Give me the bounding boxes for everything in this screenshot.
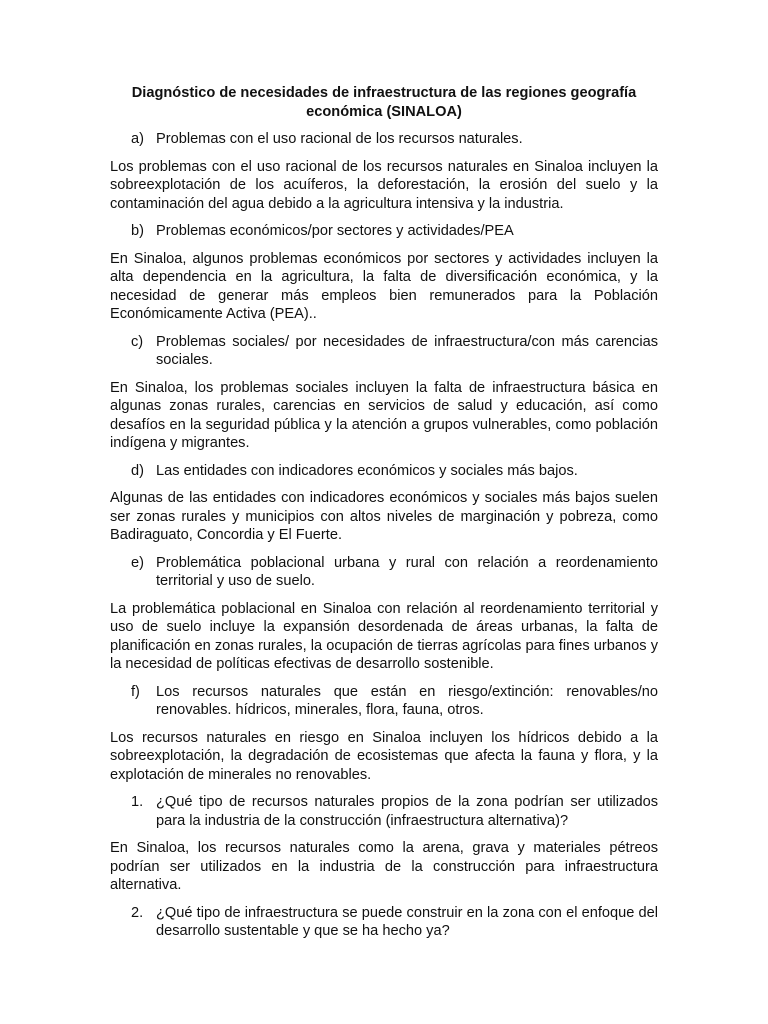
question-1-heading — [110, 793, 658, 830]
list-marker: d) — [131, 462, 144, 479]
heading-text: Problemática poblacional urbana y rural con relación a reordenamiento territorial y uso de suelo. — [156, 554, 658, 589]
question-2-heading — [110, 904, 658, 941]
section-b-heading — [110, 222, 658, 241]
section-a-body: Los problemas con el uso racional de los recursos naturales en Sinaloa incluyen la sobreexplotación de los acuíferos, la deforestación, la erosión del suelo y la contaminación del agua debido a la agricultura intensiva y la industria. — [110, 158, 658, 212]
heading-text: Problemas económicos/por sectores y actividades/PEA — [156, 223, 514, 239]
heading-text: Los recursos naturales que están en riesgo/extinción: renovables/no renovables. hídricos, minerales, flora, fauna, otros. — [156, 683, 658, 718]
section-e-body: La problemática poblacional en Sinaloa con relación al reordenamiento territorial y uso de suelo incluye la expansión desordenada de áreas urbanas, la falta de planificación en zonas rurales, la ocupación de tierras agrícolas para fines urbanos y la necesidad de políticas efectivas de desarrollo sostenible. — [110, 600, 658, 672]
heading-text: Las entidades con indicadores económicos y sociales más bajos. — [156, 462, 578, 479]
list-marker: 2. — [131, 904, 144, 921]
section-e-heading — [110, 554, 658, 591]
heading-text: Problemas con el uso racional de los recursos naturales. — [156, 131, 523, 147]
section-c-body: En Sinaloa, los problemas sociales incluyen la falta de infraestructura básica en algunas zonas rurales, carencias en servicios de salud y educación, así como desafíos en la seguridad pública y la atención a grupos vulnerables, como población indígena y migrantes. — [110, 379, 658, 451]
list-marker: 1. — [131, 794, 144, 810]
heading-text: ¿Qué tipo de recursos naturales propios de la zona podrían ser utilizados para la industria de la construcción (infraestructura alternativa)? — [156, 794, 658, 829]
heading-text: ¿Qué tipo de infraestructura se puede construir en la zona con el enfoque del desarrollo sustentable y que se ha hecho ya? — [156, 904, 658, 939]
list-marker: e) — [131, 554, 144, 571]
section-f-body: Los recursos naturales en riesgo en Sinaloa incluyen los hídricos debido a la sobreexplotación, la degradación de ecosistemas que afecta la fauna y flora, y la explotación de minerales no renovables. — [110, 729, 658, 783]
list-marker: b) — [131, 223, 144, 239]
list-marker: c) — [131, 333, 144, 350]
heading-text: Problemas sociales/ por necesidades de infraestructura/con más carencias sociales. — [156, 333, 658, 368]
list-marker: f) — [131, 683, 140, 700]
section-a-heading — [110, 130, 658, 149]
section-b-body: En Sinaloa, algunos problemas económicos por sectores y actividades incluyen la alta dependencia en la agricultura, la falta de diversificación económica, y la necesidad de generar más empleos bien remunerados para la Población Económicamente Activa (PEA).. — [110, 250, 658, 322]
section-d-body: Algunas de las entidades con indicadores económicos y sociales más bajos suelen ser zonas rurales y municipios con altos niveles de marginación y pobreza, como Badiraguato, Concordia y El Fuerte. — [110, 490, 658, 543]
section-d-heading — [110, 462, 658, 481]
list-marker: a) — [131, 131, 144, 147]
question-1-body: En Sinaloa, los recursos naturales como la arena, grava y materiales pétreos podrían ser utilizados en la industria de la construcción para infraestructura alternativa. — [110, 840, 658, 893]
section-c-heading — [110, 333, 658, 370]
section-f-heading — [110, 683, 658, 720]
document-title: Diagnóstico de necesidades de infraestructura de las regiones geografía económica (SINALOA) — [131, 85, 637, 120]
